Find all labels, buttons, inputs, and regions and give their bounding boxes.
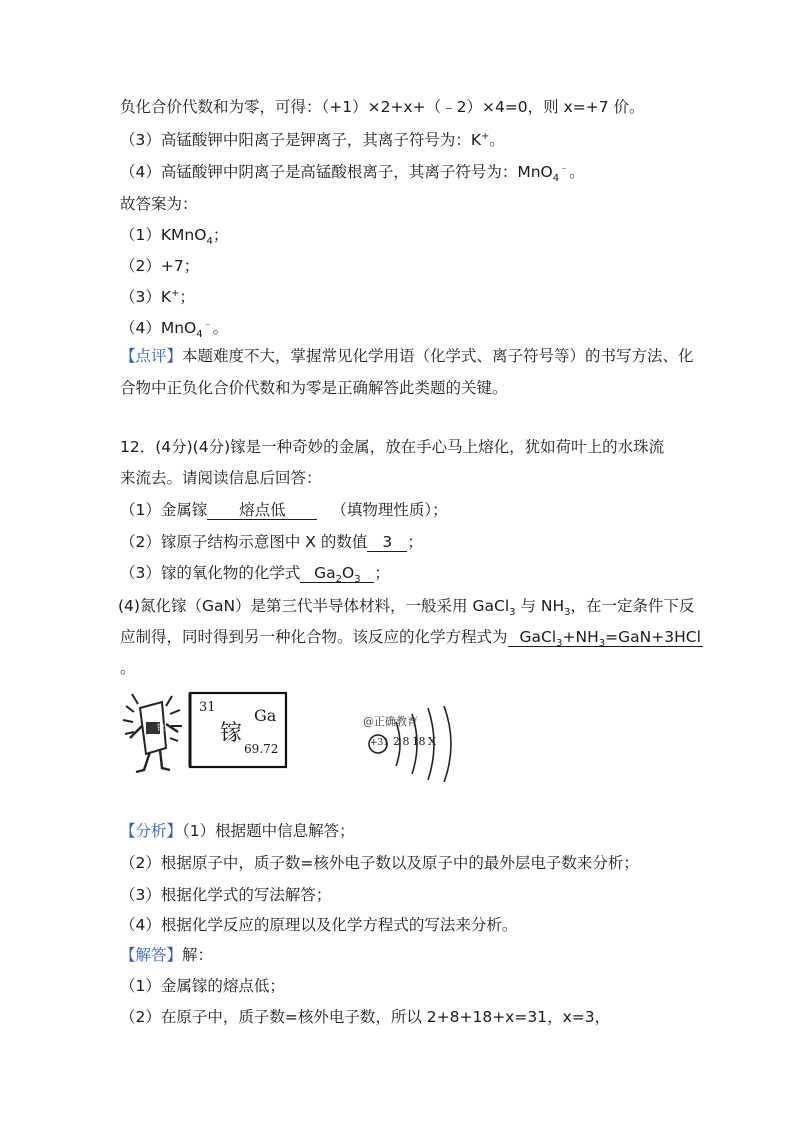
solution-tag: 【解答】 xyxy=(120,946,183,964)
analysis-line: （4）根据化学反应的原理以及化学方程式的写法来分析。 xyxy=(120,916,518,934)
question-12-part: （2）镓原子结构示意图中 X 的数值 3 ； xyxy=(120,533,423,551)
atom-structure-diagram xyxy=(363,692,468,782)
question-12-part: 应制得，同时得到另一种化合物。该反应的化学方程式为 $GaCl_3+NH_3=GaN+3HCl$ xyxy=(120,628,701,650)
gallium-figure xyxy=(120,686,290,778)
answer-blank: 3 xyxy=(367,533,407,552)
element-number: 31 xyxy=(199,700,216,715)
question-12-part: 。 xyxy=(120,659,136,677)
question-12-part: (4)氮化镓（GaN）是第三代半导体材料，一般采用 GaCl$_3$ 与 $NH_3$，在一定条件下反 xyxy=(118,597,695,619)
review-tag: 【点评】 xyxy=(120,347,183,365)
analysis-line: （2）根据原子中，质子数=核外电子数以及原子中的最外层电子数来分析； xyxy=(120,854,639,872)
text-line: 负化合价代数和为零，可得：（+1）×2+x+（﹣2）×4=0，则 x=+7 价。 xyxy=(120,98,645,116)
text-line: （4）高锰酸钾中阴离子是高锰酸根离子，其离子符号为：MnO$_4$﹣。 xyxy=(120,162,585,185)
answer-blank: $GaCl_3+NH_3=GaN+3HCl$ xyxy=(508,628,703,647)
text-line: 故答案为： xyxy=(120,195,198,213)
answer-line: （2）+7； xyxy=(120,257,200,275)
element-symbol: Ga xyxy=(254,706,277,725)
answer-line: （4）MnO$_4$﹣。 xyxy=(120,318,229,341)
question-12-part: （3）镓的氧化物的化学式 $Ga_2O_3$ ； xyxy=(120,564,390,586)
answer-line: （3）K+； xyxy=(120,287,195,306)
question-12-line: 来流去。请阅读信息后回答： xyxy=(120,469,322,487)
analysis-line: （3）根据化学式的写法解答； xyxy=(120,886,332,904)
nucleus-charge: +31 xyxy=(370,738,389,748)
answer-blank: $Ga_2O_3$ xyxy=(300,564,374,583)
review-line: 合物中正负化合价代数和为零是正确解答此类题的关键。 xyxy=(120,379,508,397)
text-line: （3）高锰酸钾中阳离子是钾离子，其离子符号为：K+。 xyxy=(120,130,505,149)
solution-line: 【解答】解： xyxy=(120,946,214,964)
solution-line: （2）在原子中，质子数=核外电子数，所以 2+8+18+x=31，x=3， xyxy=(120,1008,611,1026)
element-name: 镓 xyxy=(220,721,243,746)
solution-line: （1）金属镓的熔点低； xyxy=(120,977,285,995)
analysis-tag: 【分析】 xyxy=(120,822,183,840)
shell-electrons: 2 8 18 X xyxy=(393,735,436,748)
review-line: 【点评】本题难度不大，掌握常见化学用语（化学式、离子符号等）的书写方法、化 xyxy=(120,347,694,365)
watermark-text: @正确教育 xyxy=(363,715,418,728)
cartoon-label: 镓 xyxy=(157,723,165,732)
question-12-part: （1）金属镓 熔点低 （填物理性质）； xyxy=(120,501,448,519)
answer-blank: 熔点低 xyxy=(207,501,317,520)
analysis-line: 【分析】（1）根据题中信息解答； xyxy=(120,822,355,840)
answer-line: （1）KMnO$_4$； xyxy=(120,226,229,248)
question-12-line: 12．(4分)(4分)镓是一种奇妙的金属，放在手心马上熔化，犹如荷叶上的水珠流 xyxy=(120,438,665,456)
atomic-mass: 69.72 xyxy=(244,742,279,756)
